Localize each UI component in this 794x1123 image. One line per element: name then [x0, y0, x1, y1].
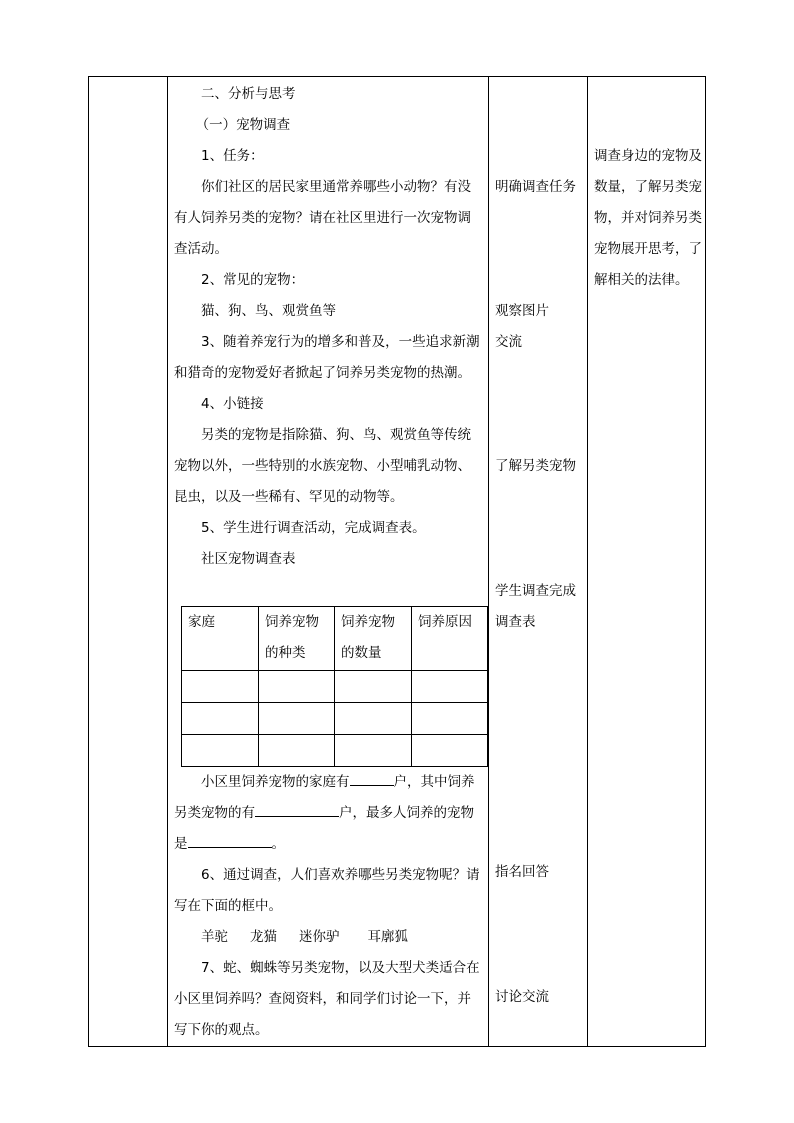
question-7: 7、蛇、蜘蛛等另类宠物，以及大型犬类适合在小区里饲养吗？查阅资料，和同学们讨论一下，并写下你的观点。 [174, 960, 480, 1038]
fill-in-sentence [174, 767, 482, 860]
activity-6: 讨论交流 [495, 989, 549, 1005]
section-title: 二、分析与思考 [201, 86, 296, 102]
pet-survey-table [181, 606, 488, 767]
activity-2b: 交流 [495, 334, 522, 350]
activity-5: 指名回答 [495, 864, 549, 880]
link-text: 另类的宠物是指除猫、狗、鸟、观赏鱼等传统宠物以外，一些特别的水族宠物、小型哺乳动物、昆虫，以及一些稀有、罕见的动物等。 [174, 427, 471, 505]
fill-text-3: 户，最多人饲养的宠物是 [174, 805, 474, 852]
fill-text-4: 。 [271, 836, 285, 852]
column-divider-1 [167, 76, 168, 1047]
pet-name: 龙猫 [250, 929, 277, 945]
table-caption: 社区宠物调查表 [201, 551, 296, 567]
table-cell[interactable] [412, 703, 488, 735]
common-pets-list: 猫、狗、鸟、观赏鱼等 [201, 303, 336, 319]
blank-exotic-count[interactable] [255, 799, 339, 817]
pet-name: 迷你驴 [299, 929, 340, 945]
header-pet-count: 饲养宠物的数量 [335, 607, 412, 671]
design-intent: 调查身边的宠物及数量，了解另类宠物，并对饲养另类宠物展开思考，了解相关的法律。 [594, 148, 702, 288]
table-cell[interactable] [182, 735, 259, 767]
table-cell[interactable] [259, 735, 335, 767]
table-cell[interactable] [182, 703, 259, 735]
blank-family-count[interactable] [350, 768, 394, 786]
activity-1: 明确调查任务 [495, 179, 576, 195]
exotic-pet-list [174, 922, 482, 953]
activity-3: 了解另类宠物 [495, 458, 576, 474]
table-cell[interactable] [259, 703, 335, 735]
table-row [182, 703, 488, 735]
activity-2a: 观察图片 [495, 303, 549, 319]
question-6: 6、通过调查，人们喜欢养哪些另类宠物呢？请写在下面的框中。 [174, 867, 480, 914]
link-heading: 4、小链接 [201, 396, 264, 412]
header-family: 家庭 [182, 607, 259, 671]
task-text: 你们社区的居民家里通常养哪些小动物？有没有人饲养另类的宠物？请在社区里进行一次宠物调查活动。 [174, 179, 471, 257]
table-cell[interactable] [335, 703, 412, 735]
pet-name: 羊驼 [201, 929, 228, 945]
table-row [182, 671, 488, 703]
table-cell[interactable] [335, 735, 412, 767]
task-heading: 1、任务： [201, 148, 264, 164]
table-row [182, 735, 488, 767]
table-cell[interactable] [259, 671, 335, 703]
table-cell[interactable] [335, 671, 412, 703]
subsection-title: （一）宠物调查 [195, 117, 291, 133]
fill-text-2: 户，其中饲养另类宠物的有 [174, 774, 475, 821]
trend-text: 3、随着养宠行为的增多和普及，一些追求新潮和猎奇的宠物爱好者掀起了饲养另类宠物的热潮。 [174, 334, 480, 381]
table-cell[interactable] [412, 735, 488, 767]
table-cell[interactable] [412, 671, 488, 703]
header-reason: 饲养原因 [412, 607, 488, 671]
table-header-row [182, 607, 488, 671]
pet-name: 耳廓狐 [367, 929, 408, 945]
activity-4b: 调查表 [495, 614, 536, 630]
common-pets-heading: 2、常见的宠物： [201, 272, 305, 288]
header-pet-type: 饲养宠物的种类 [259, 607, 335, 671]
table-cell[interactable] [182, 671, 259, 703]
fill-text-1: 小区里饲养宠物的家庭有 [201, 774, 350, 790]
teaching-content-lower [174, 767, 482, 1046]
column-divider-2 [488, 76, 489, 1047]
blank-most-popular[interactable] [188, 830, 272, 848]
column-divider-3 [587, 76, 588, 1047]
activity-text: 5、学生进行调查活动，完成调查表。 [201, 520, 426, 536]
teaching-content-column [174, 79, 482, 575]
activity-4a: 学生调查完成 [495, 583, 576, 599]
